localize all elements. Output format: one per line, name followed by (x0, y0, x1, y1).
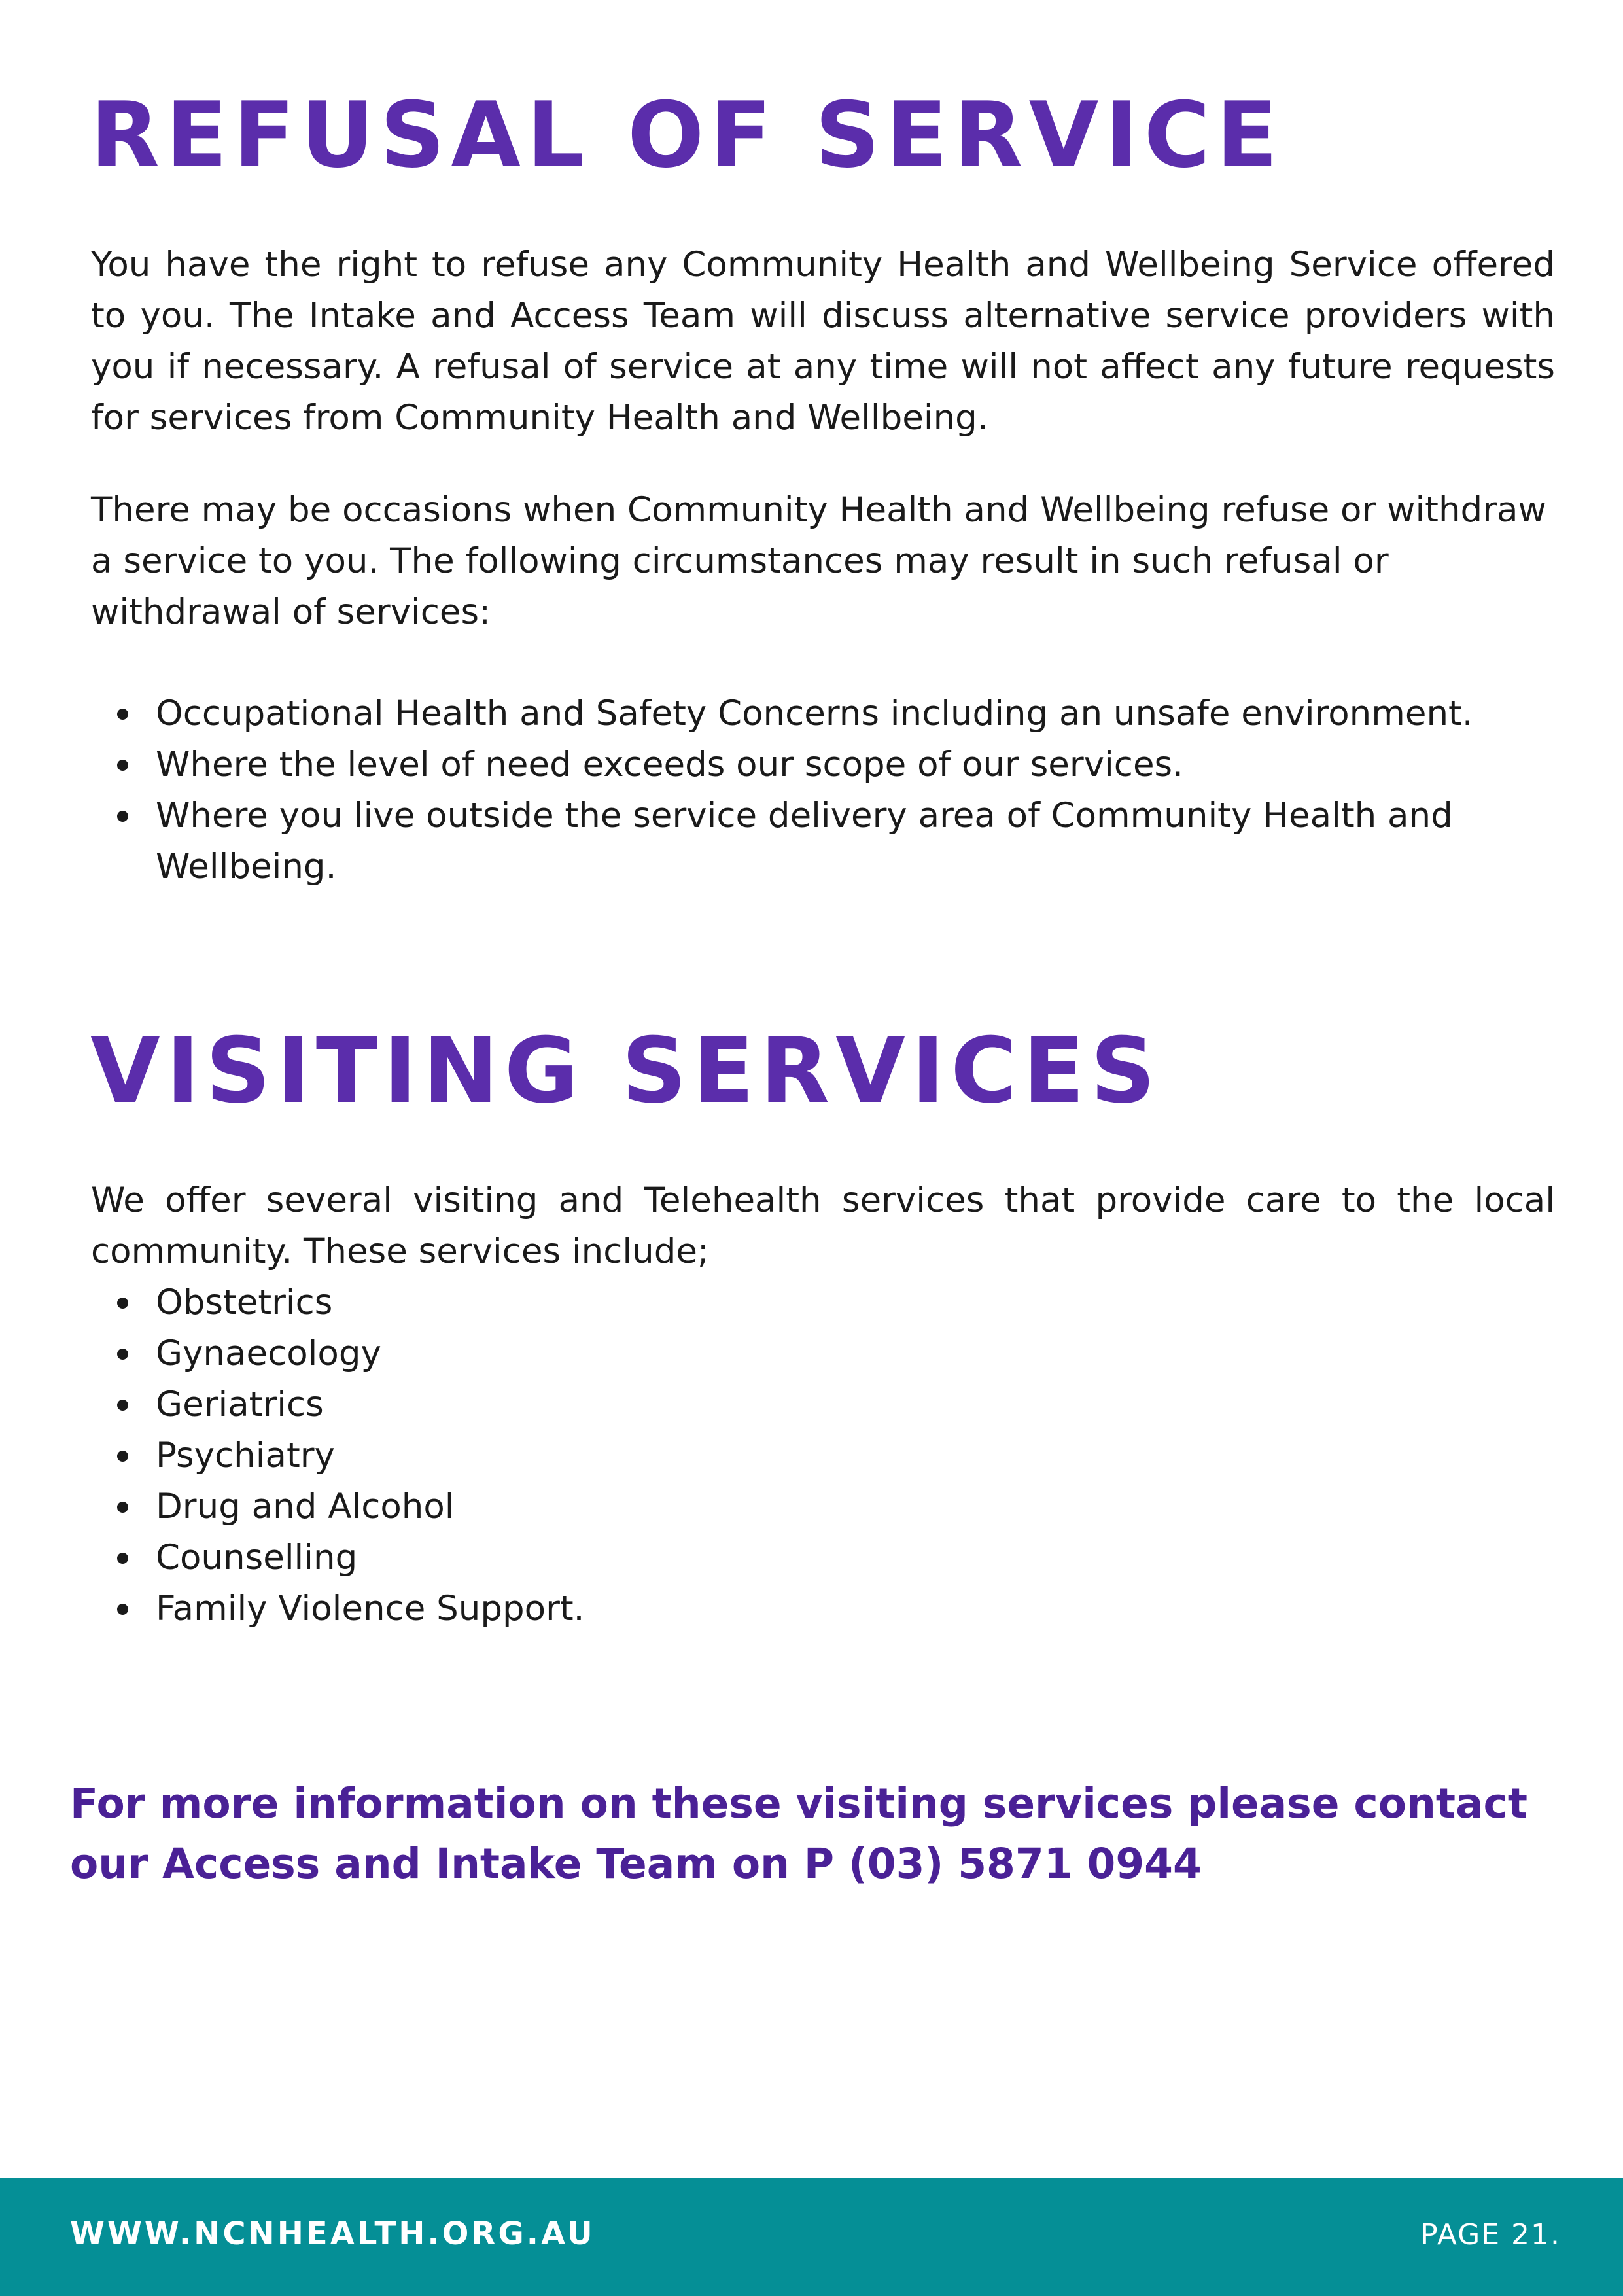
list-item (91, 1481, 1555, 1532)
list-item-text: Geriatrics (156, 1385, 324, 1424)
list-item-text: Where the level of need exceeds our scope of our services. (156, 745, 1184, 785)
list-item (91, 688, 1555, 739)
refusal-circumstances-list (91, 688, 1555, 892)
bullet-icon (117, 1298, 128, 1309)
page-number: PAGE 21. (1420, 2218, 1561, 2252)
visiting-services-heading: VISITING SERVICES (90, 1018, 1162, 1123)
website-link[interactable]: WWW.NCNHEALTH.ORG.AU (70, 2216, 595, 2252)
bullet-icon (117, 709, 128, 720)
list-item-text: Family Violence Support. (156, 1589, 585, 1629)
list-item (91, 739, 1555, 790)
bullet-icon (117, 1553, 128, 1564)
list-item (91, 1430, 1555, 1481)
list-item-text: Gynaecology (156, 1333, 381, 1373)
refusal-paragraph-1: You have the right to refuse any Community Health and Wellbeing Service offered to you. The Intake and Access Team will discuss alternative service providers with you if necessary. A refusal of service at any time will not affect any future requests for services from Community Health and Wellbeing. (91, 245, 1555, 438)
bullet-icon (117, 1502, 128, 1513)
refusal-paragraph-2: There may be occasions when Community Health and Wellbeing refuse or withdraw a service to you. The following circumstances may result in such refusal or withdrawal of services: (91, 490, 1546, 632)
bullet-icon (117, 1400, 128, 1411)
bullet-icon (117, 760, 128, 771)
list-item-text: Psychiatry (156, 1436, 335, 1475)
list-item-text: Occupational Health and Safety Concerns including an unsafe environment. (156, 694, 1473, 733)
bullet-icon (117, 1451, 128, 1462)
page-footer (0, 2178, 1623, 2296)
visiting-services-list (91, 1277, 1555, 1634)
list-item (91, 1328, 1555, 1379)
list-item-text: Counselling (156, 1538, 358, 1578)
refusal-of-service-heading: REFUSAL OF SERVICE (90, 82, 1284, 188)
list-item-text: Where you live outside the service delivery area of Community Health and Wellbeing. (156, 796, 1453, 887)
list-item (91, 1583, 1555, 1634)
list-item (91, 1379, 1555, 1430)
list-item (91, 1532, 1555, 1583)
bullet-icon (117, 811, 128, 822)
list-item (91, 1277, 1555, 1328)
visiting-intro-paragraph: We offer several visiting and Telehealth services that provide care to the local community. These services include; (91, 1180, 1555, 1271)
contact-information-callout: For more information on these visiting services please contact our Access and Intake Team on P (03) 5871 0944 (70, 1780, 1527, 1888)
bullet-icon (117, 1604, 128, 1615)
bullet-icon (117, 1349, 128, 1360)
list-item-text: Drug and Alcohol (156, 1487, 455, 1527)
list-item (91, 790, 1555, 892)
list-item-text: Obstetrics (156, 1282, 333, 1322)
